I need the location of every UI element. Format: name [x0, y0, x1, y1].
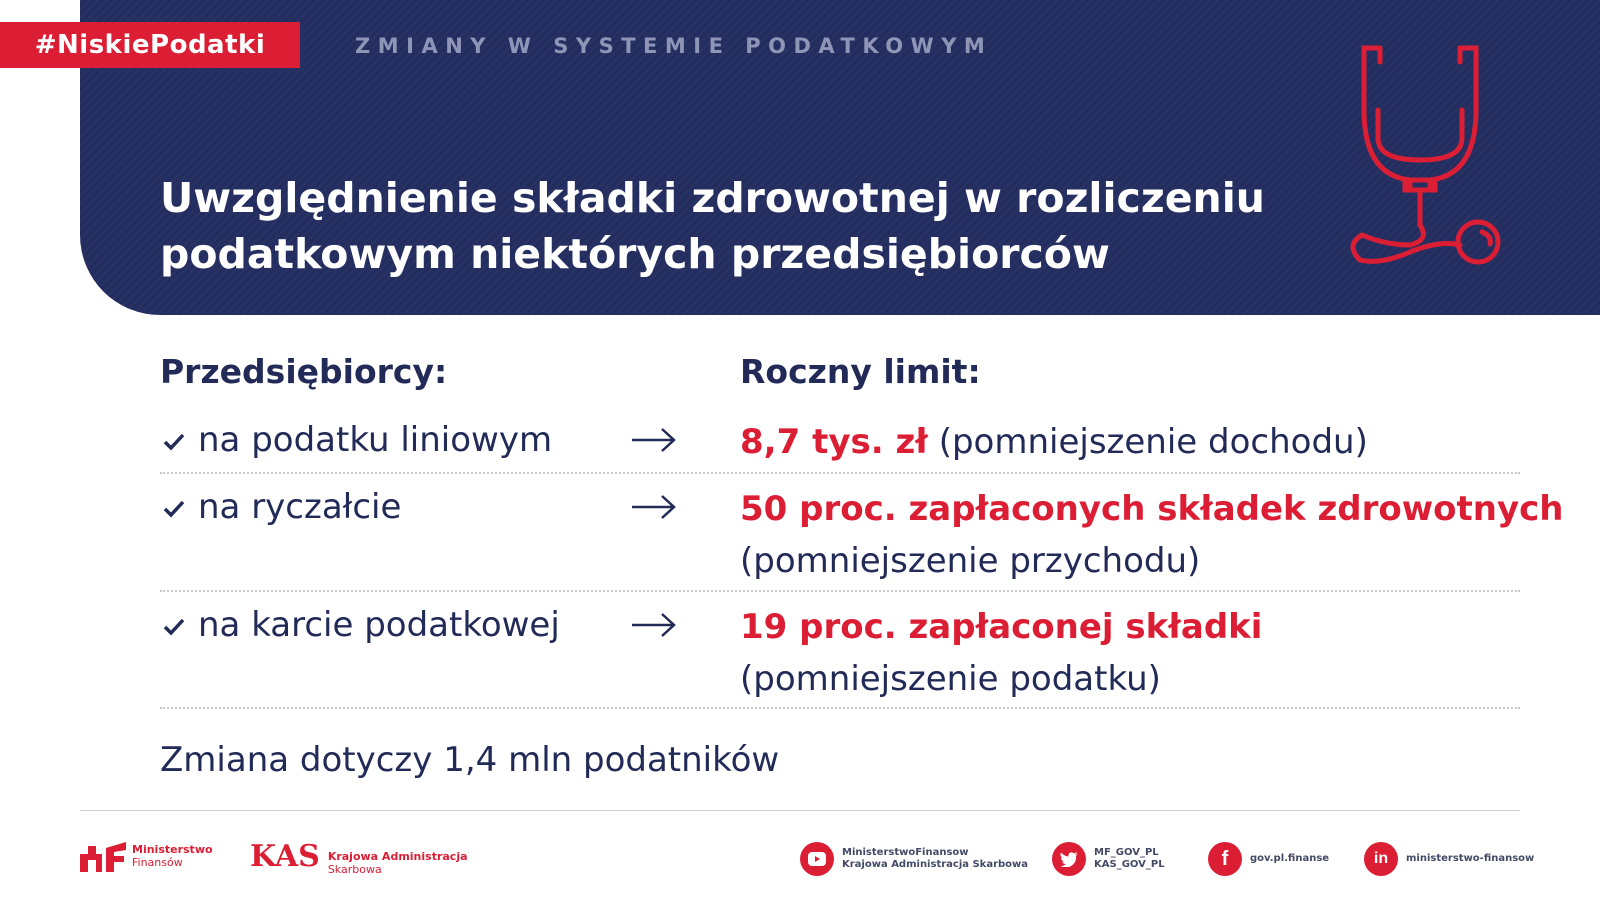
subheading: ZMIANY W SYSTEMIE PODATKOWYM — [355, 34, 993, 58]
youtube-label-line2: Krajowa Administracja Skarbowa — [842, 859, 1029, 870]
kas-logo — [250, 836, 468, 876]
facebook-label: gov.pl.finanse — [1250, 853, 1330, 864]
footer-divider — [80, 810, 1520, 811]
mf-logo-line2: Finansów — [132, 856, 183, 869]
kas-logo-line1: Krajowa Administracja — [327, 850, 468, 863]
youtube-link[interactable] — [800, 842, 1028, 876]
ministry-of-finance-logo — [80, 840, 213, 872]
youtube-icon — [800, 842, 834, 876]
row-divider — [160, 472, 1520, 474]
facebook-icon: f — [1208, 842, 1242, 876]
title-line-2: podatkowym niektórych przedsiębiorców — [160, 230, 1110, 278]
limit-note: (pomniejszenie podatku) — [740, 659, 1161, 699]
twitter-icon — [1052, 842, 1086, 876]
mf-logo-mark-icon — [80, 840, 126, 872]
youtube-label-line1: MinisterstwoFinansow — [842, 847, 969, 858]
twitter-label-line2: KAS_GOV_PL — [1094, 859, 1165, 870]
entrepreneur-type: na karcie podatkowej — [198, 605, 560, 645]
checkmark-icon — [160, 432, 188, 452]
linkedin-icon: in — [1364, 842, 1398, 876]
linkedin-link[interactable] — [1364, 842, 1534, 876]
column-header-annual-limit: Roczny limit: — [740, 352, 981, 391]
limit-highlight: 8,7 tys. zł — [740, 422, 928, 462]
limit-text — [740, 601, 1262, 705]
arrow-right-icon — [630, 492, 678, 522]
entrepreneur-type: na podatku liniowym — [198, 420, 553, 460]
limit-note: (pomniejszenie przychodu) — [740, 541, 1201, 581]
limit-highlight: 19 proc. zapłaconej składki — [740, 607, 1263, 647]
kas-logo-mark: KAS — [250, 838, 320, 874]
page-title — [160, 170, 1340, 282]
limit-note: (pomniejszenie dochodu) — [938, 422, 1368, 462]
column-header-entrepreneurs: Przedsiębiorcy: — [160, 352, 448, 391]
limit-text — [740, 483, 1564, 587]
list-item — [160, 420, 552, 460]
facebook-link[interactable] — [1208, 842, 1329, 876]
kas-logo-line2: Skarbowa — [327, 863, 382, 876]
hashtag-badge: #NiskiePodatki — [0, 22, 300, 68]
list-item — [160, 605, 560, 645]
checkmark-icon — [160, 499, 188, 519]
list-item — [160, 487, 401, 527]
arrow-right-icon — [630, 610, 678, 640]
mf-logo-line1: Ministerstwo — [132, 843, 213, 856]
arrow-right-icon — [630, 425, 678, 455]
footnote: Zmiana dotyczy 1,4 mln podatników — [160, 740, 780, 780]
row-divider — [160, 590, 1520, 592]
limit-highlight: 50 proc. zapłaconych składek zdrowotnych — [740, 489, 1564, 529]
linkedin-label: ministerstwo-finansow — [1406, 853, 1535, 864]
title-line-1: Uwzględnienie składki zdrowotnej w rozliczeniu — [160, 174, 1265, 222]
stethoscope-icon — [1350, 40, 1520, 280]
limit-text — [740, 416, 1368, 468]
row-divider — [160, 707, 1520, 709]
entrepreneur-type: na ryczałcie — [198, 487, 402, 527]
checkmark-icon — [160, 617, 188, 637]
twitter-label-line1: MF_GOV_PL — [1094, 847, 1159, 858]
twitter-link[interactable] — [1052, 842, 1165, 876]
